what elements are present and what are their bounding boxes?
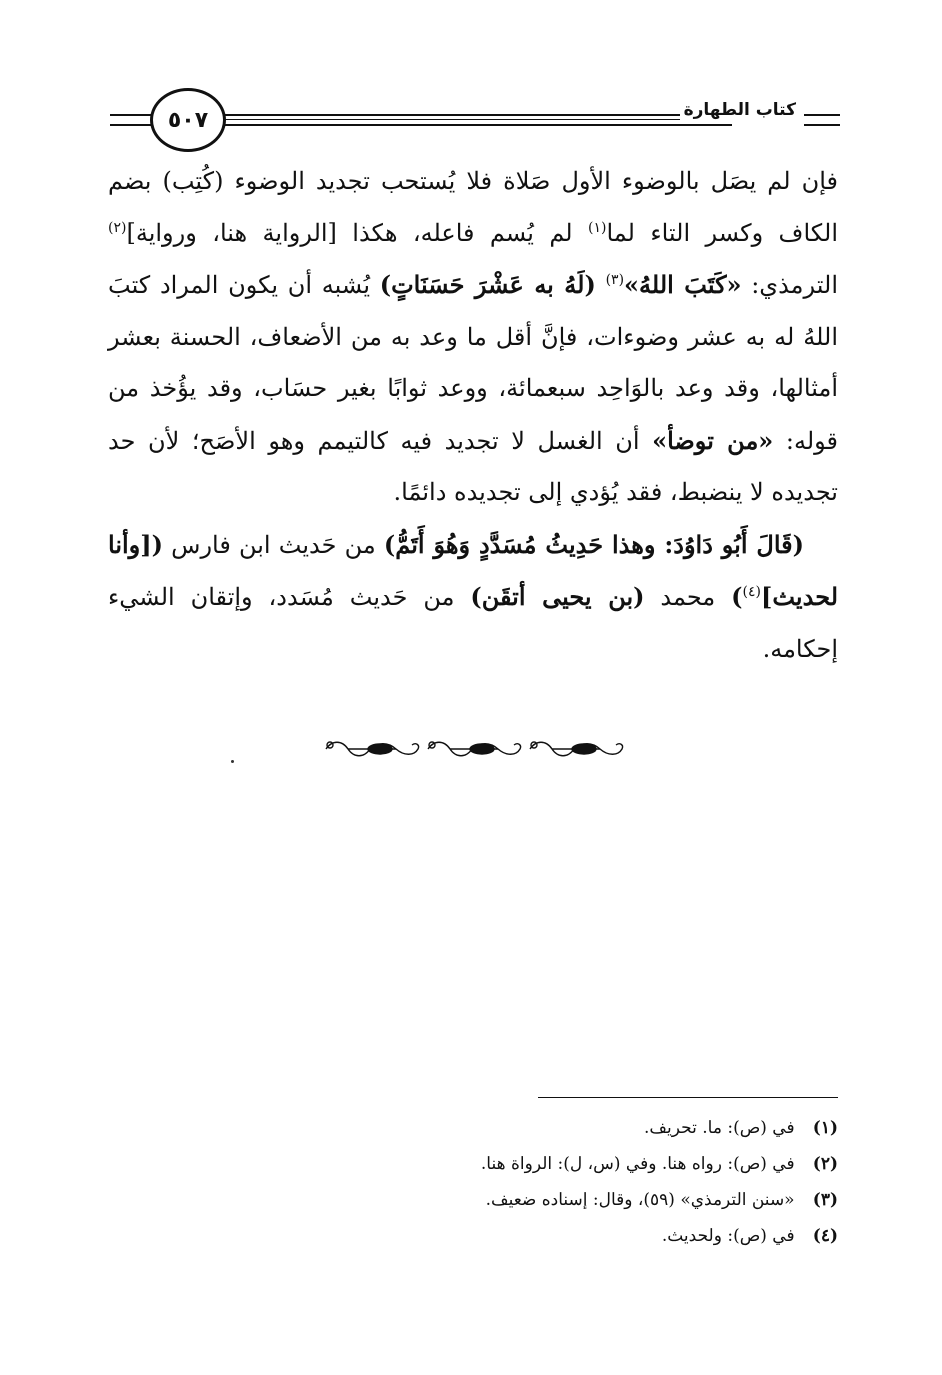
header-rule-left (110, 114, 154, 126)
text-line: من حَديث مُسَدد، وإتقان (190, 583, 471, 611)
text-line: أن الغسل لا (511, 426, 653, 455)
header-rule-right (804, 114, 840, 126)
speck (231, 760, 234, 763)
text-line: فإن لم يصَل بالوضوء الأول صَلاة فلا يُستحب تجديد الوضوء (كُتِب) (162, 167, 838, 195)
footnote-number: (٢) (812, 1154, 838, 1174)
chapter-title: كتاب الطهارة (680, 100, 800, 120)
text-line: لم يُسم فاعله، هكذا [الرواية هنا، (212, 218, 588, 247)
hadith-quote: «من توضأ» (652, 425, 774, 455)
footnote (300, 1146, 838, 1182)
text-spacer (596, 271, 606, 299)
text-line: الترمذي: (741, 271, 838, 299)
text-line: محمد (644, 583, 732, 611)
text-line: من حَديث ابن فارس (171, 530, 384, 559)
text-line: يُؤدي إلى تجديده دائمًا. (393, 478, 619, 506)
main-text (108, 156, 838, 675)
page-number: ٥٠٧ (167, 107, 209, 133)
footnotes (300, 1110, 838, 1254)
footnote-text: في (ص): ولحديث. (661, 1226, 795, 1246)
footnote (300, 1182, 838, 1218)
paragraph-1 (108, 156, 838, 519)
footnote (300, 1110, 838, 1146)
footnote-number: (١) (812, 1118, 838, 1138)
section-end-ornament (322, 736, 628, 762)
matn-quote: ([وأنا لحديث] (108, 529, 839, 611)
ornament-unit (428, 742, 521, 756)
ornament-unit (530, 742, 623, 756)
footnote-number: (٤) (812, 1226, 838, 1246)
footnote-ref[interactable]: (٢) (108, 219, 127, 236)
footnote-text: «سنن الترمذي» (٥٩)، وقال: إسناده ضعيف. (485, 1190, 795, 1210)
ornament-unit (326, 742, 419, 756)
footnote-ref[interactable]: (١) (587, 219, 607, 236)
text-line: الأضعاف، الحسنة بعشر أمثالها، وقد وعد بالوَاحِد سبعمائة، ووعد (108, 322, 838, 402)
footnote-number: (٣) (812, 1190, 838, 1210)
page-header (110, 88, 840, 158)
hadith-quote: «كَتَبَ اللهُ» (624, 270, 742, 299)
paragraph-2 (108, 519, 838, 676)
footnote-ref[interactable]: (٣) (605, 272, 625, 288)
text-line: المراد كتبَ اللهُ له به عشر وضوءات، فإنَّ أقل ما وعد به من (108, 271, 838, 351)
hadith-quote: (لَهُ به عَشْرَ حَسَنَاتٍ) (379, 270, 596, 299)
text-line: الشيء إحكامه. (108, 583, 838, 663)
text-line: بضم الكاف وكسر التاء لما (108, 167, 838, 247)
text-line: ثوابًا بغير حسَاب، وقد يؤُخذ من قوله: (108, 374, 839, 455)
footnote-text: في (ص): ما. تحريف. (644, 1118, 795, 1138)
page-number-badge (150, 88, 226, 152)
footnote-text: في (ص): رواه هنا. وفي (س، ل): الرواة هنا. (480, 1154, 795, 1174)
header-rule (210, 114, 732, 126)
text-line: يُشبه أن يكون (228, 271, 380, 299)
matn-quote: (قَالَ أَبُو دَاوُدَ: وهذا حَدِيثُ مُسَدَّدٍ وَهُوَ أَتَمُّ) (383, 529, 804, 559)
matn-quote-close: ) (731, 582, 743, 611)
footnote-ref[interactable]: (٤) (742, 584, 761, 600)
footnote-separator (538, 1097, 838, 1098)
matn-quote: (بن يحيى أتقَن) (470, 582, 645, 611)
footnote (300, 1218, 838, 1254)
text-line: ورواية] (126, 218, 197, 247)
text-line: تجديد فيه كالتيمم وهو الأصَح؛ لأن حد تجديده لا ينضبط، فقد (108, 426, 838, 506)
